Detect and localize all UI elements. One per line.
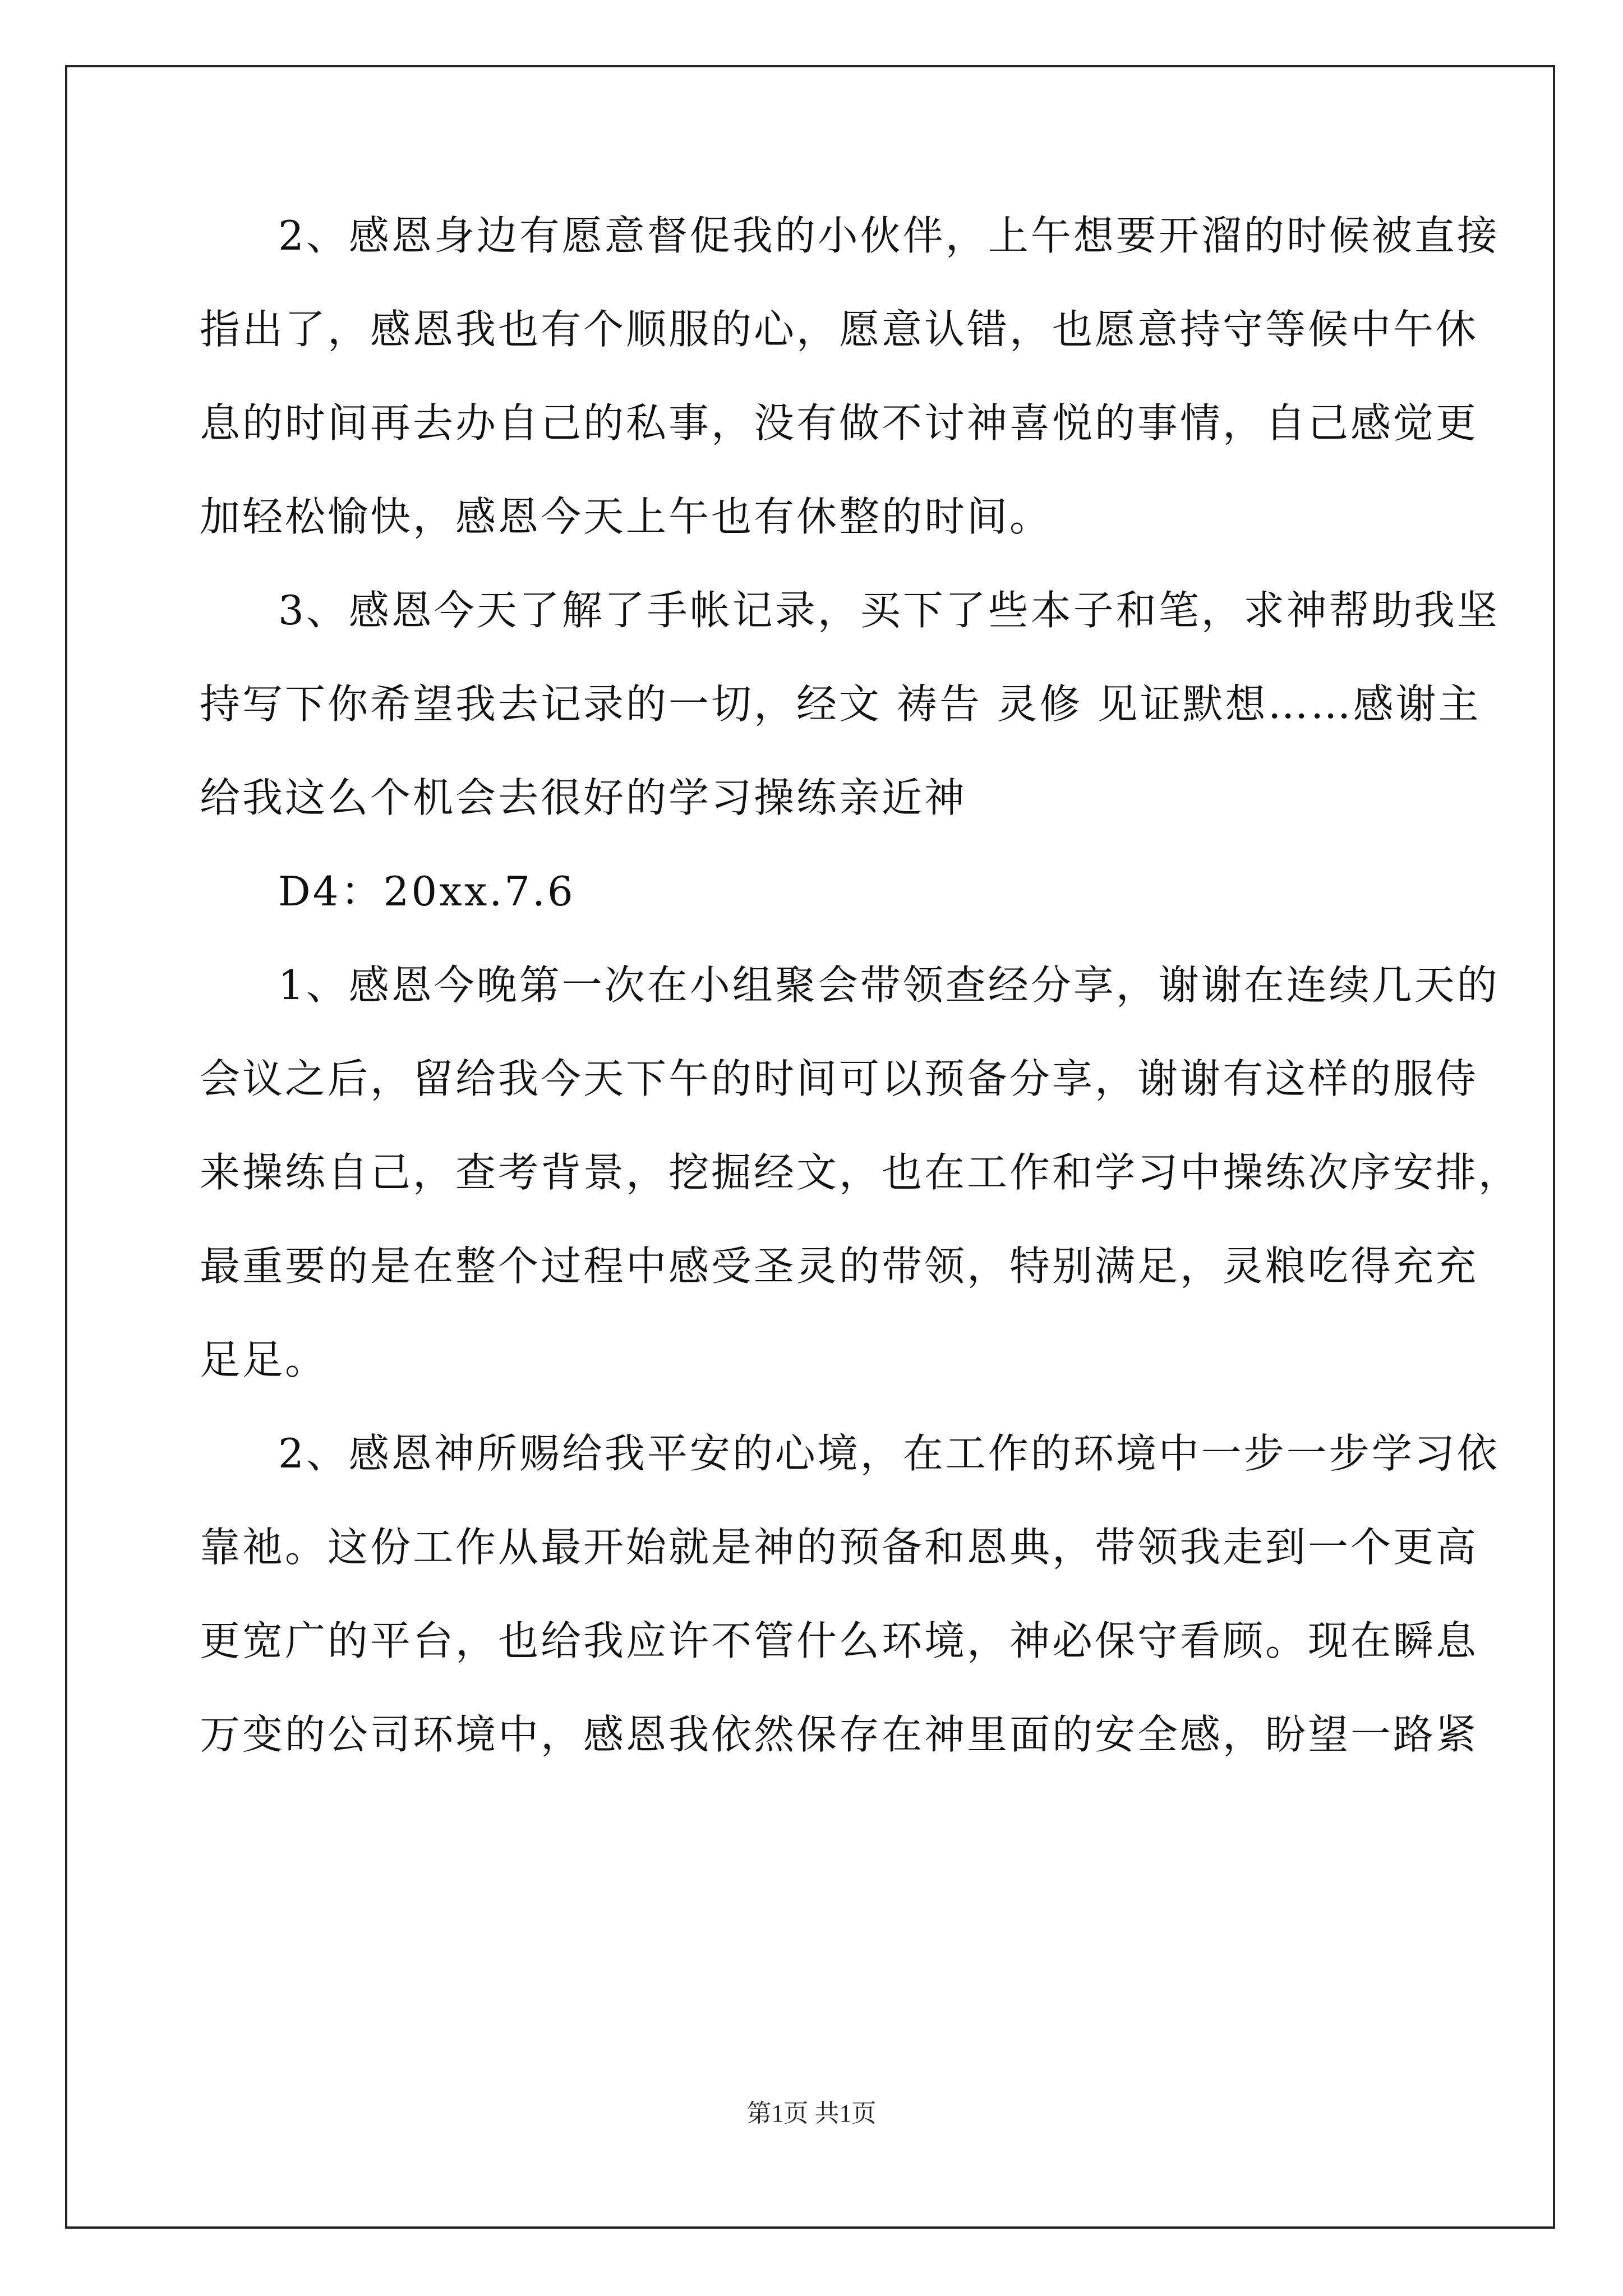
date-heading: D4：20xx.7.6 [278,868,575,915]
text-line: 给我这么个机会去很好的学习操练亲近神 [200,774,967,821]
text-line: 2、感恩神所赐给我平安的心境，在工作的环境中一步一步学习依 [278,1430,1500,1477]
text-line: 更宽广的平台，也给我应许不管什么环境，神必保守看顾。现在瞬息 [200,1617,1479,1664]
text-line: 持写下你希望我去记录的一切，经文 祷告 灵修 见证默想……感谢主 [200,680,1481,728]
text-line: 会议之后，留给我今天下午的时间可以预备分享，谢谢有这样的服侍 [200,1055,1479,1102]
text-line: 3、感恩今天了解了手帐记录，买下了些本子和笔，求神帮助我坚 [278,587,1500,634]
page-number-footer: 第1页 共1页 [746,2100,877,2127]
text-line: 加轻松愉快，感恩今天上午也有休整的时间。 [200,493,1053,540]
text-line: 1、感恩今晚第一次在小组聚会带领查经分享，谢谢在连续几天的 [278,961,1500,1009]
text-line: 最重要的是在整个过程中感受圣灵的带领，特别满足，灵粮吃得充充 [200,1243,1479,1290]
text-line: 靠祂。这份工作从最开始就是神的预备和恩典，带领我走到一个更高 [200,1524,1479,1571]
text-line: 指出了，感恩我也有个顺服的心，愿意认错，也愿意持守等候中午休 [200,306,1479,353]
text-line: 息的时间再去办自己的私事，没有做不讨神喜悦的事情，自己感觉更 [200,399,1479,447]
text-line: 万变的公司环境中，感恩我依然保存在神里面的安全感，盼望一路紧 [200,1711,1479,1758]
text-line: 足足。 [200,1336,328,1383]
text-line: 来操练自己，查考背景，挖掘经文，也在工作和学习中操练次序安排， [200,1149,1521,1196]
text-line: 2、感恩身边有愿意督促我的小伙伴，上午想要开溜的时候被直接 [278,212,1500,259]
